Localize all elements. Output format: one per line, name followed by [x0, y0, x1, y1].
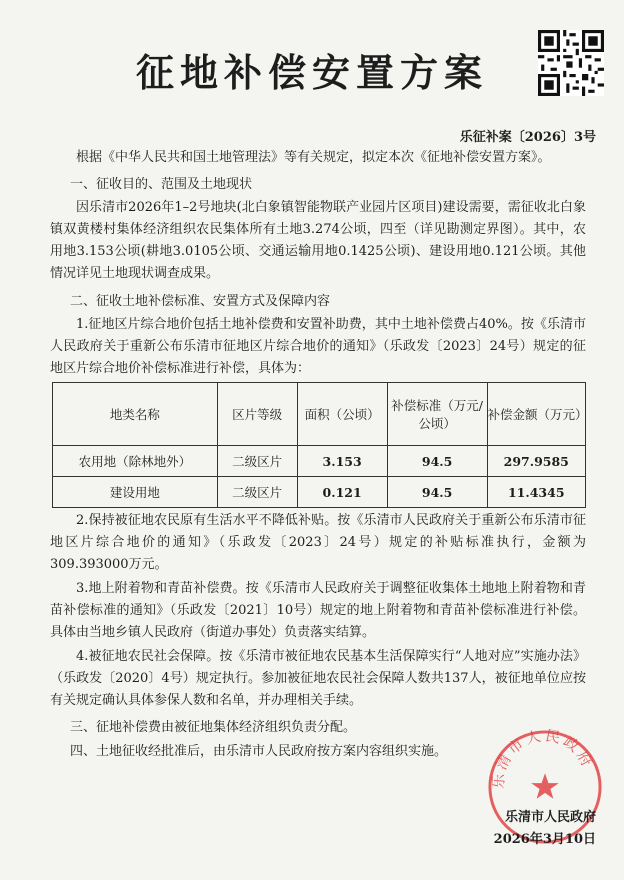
section-1-body: 因乐清市2026年1–2号地块(北白象镇智能物联产业园片区项目)建设需要，需征收北白象镇双黄楼村集体经济组织农民集体所有土地3.274公顷，四至（详见勘测定界图）。其中，农用地3.153公顷(耕地3.0105公顷、交通运输用地0.1425公顷)、建设用地0.121公顷。其他情况详见土地现状调查成果。	[50, 200, 586, 281]
item-1-paragraph: 1.征地区片综合地价包括土地补偿费和安置补助费，其中土地补偿费占40%。按《乐清市人民政府关于重新公布乐清市征地区片综合地价的通知》（乐政发〔2023〕24号）规定的征地区片综合地价补偿标准进行补偿，具体为：	[50, 317, 586, 376]
table-cell: 11.4345	[487, 477, 585, 508]
document-title: 征地补偿安置方案	[135, 50, 488, 95]
item-4-paragraph: 4.被征地农民社会保障。按《乐清市被征地农民基本生活保障实行“人地对应”实施办法》（乐政发〔2020〕4号）规定执行。参加被征地农民社会保障人数共137人，被征地单位应按有关规定确认具体参保人数和名单，并办理相关手续。	[50, 649, 586, 708]
table-header-row	[53, 383, 586, 446]
preamble-paragraph: 根据《中华人民共和国土地管理法》等有关规定，拟定本次《征地补偿安置方案》。	[76, 150, 551, 165]
table-row	[53, 477, 586, 508]
section-1-heading: 一、征收目的、范围及土地现状	[70, 177, 253, 192]
section-3-heading: 三、征地补偿费由被征地集体经济组织负责分配。	[70, 720, 357, 735]
table-cell: 0.121	[297, 477, 387, 508]
table-cell: 3.153	[297, 446, 387, 477]
svg-text:乐清市人民政府: 乐清市人民政府	[490, 728, 597, 790]
header-amount: 补偿金额（万元）	[487, 383, 585, 446]
header-zone-level: 区片等级	[217, 383, 297, 446]
header-area: 面积（公顷）	[297, 383, 387, 446]
header-standard: 补偿标准（万元/公顷）	[387, 383, 487, 446]
issue-date: 2026年3月10日	[493, 832, 596, 847]
section-4-heading: 四、土地征收经批准后，由乐清市人民政府按方案内容组织实施。	[70, 744, 448, 759]
section-2-heading: 二、征收土地补偿标准、安置方式及保障内容	[70, 294, 331, 309]
table-cell: 297.9585	[487, 446, 585, 477]
table-cell: 94.5	[387, 477, 487, 508]
document-number: 乐征补案〔2026〕3号	[459, 130, 596, 145]
qr-code-icon	[538, 30, 604, 96]
table-cell: 建设用地	[53, 477, 218, 508]
header-land-type: 地类名称	[53, 383, 218, 446]
table-cell: 二级区片	[217, 477, 297, 508]
item-2-paragraph: 2.保持被征地农民原有生活水平不降低补贴。按《乐清市人民政府关于重新公布乐清市征地区片综合地价的通知》（乐政发〔2023〕24号）规定的补贴标准执行，金额为309.393000万元。	[50, 513, 586, 572]
table-row	[53, 446, 586, 477]
table-cell: 农用地（除林地外）	[53, 446, 218, 477]
table-cell: 94.5	[387, 446, 487, 477]
compensation-table	[52, 382, 586, 508]
item-3-paragraph: 3.地上附着物和青苗补偿费。按《乐清市人民政府关于调整征收集体土地地上附着物和青苗补偿标准的通知》（乐政发〔2021〕10号）规定的地上附着物和青苗补偿标准进行补偿。具体由当地乡镇人民政府（街道办事处）负责落实结算。	[50, 581, 586, 640]
signer: 乐清市人民政府	[504, 810, 596, 825]
table-cell: 二级区片	[217, 446, 297, 477]
